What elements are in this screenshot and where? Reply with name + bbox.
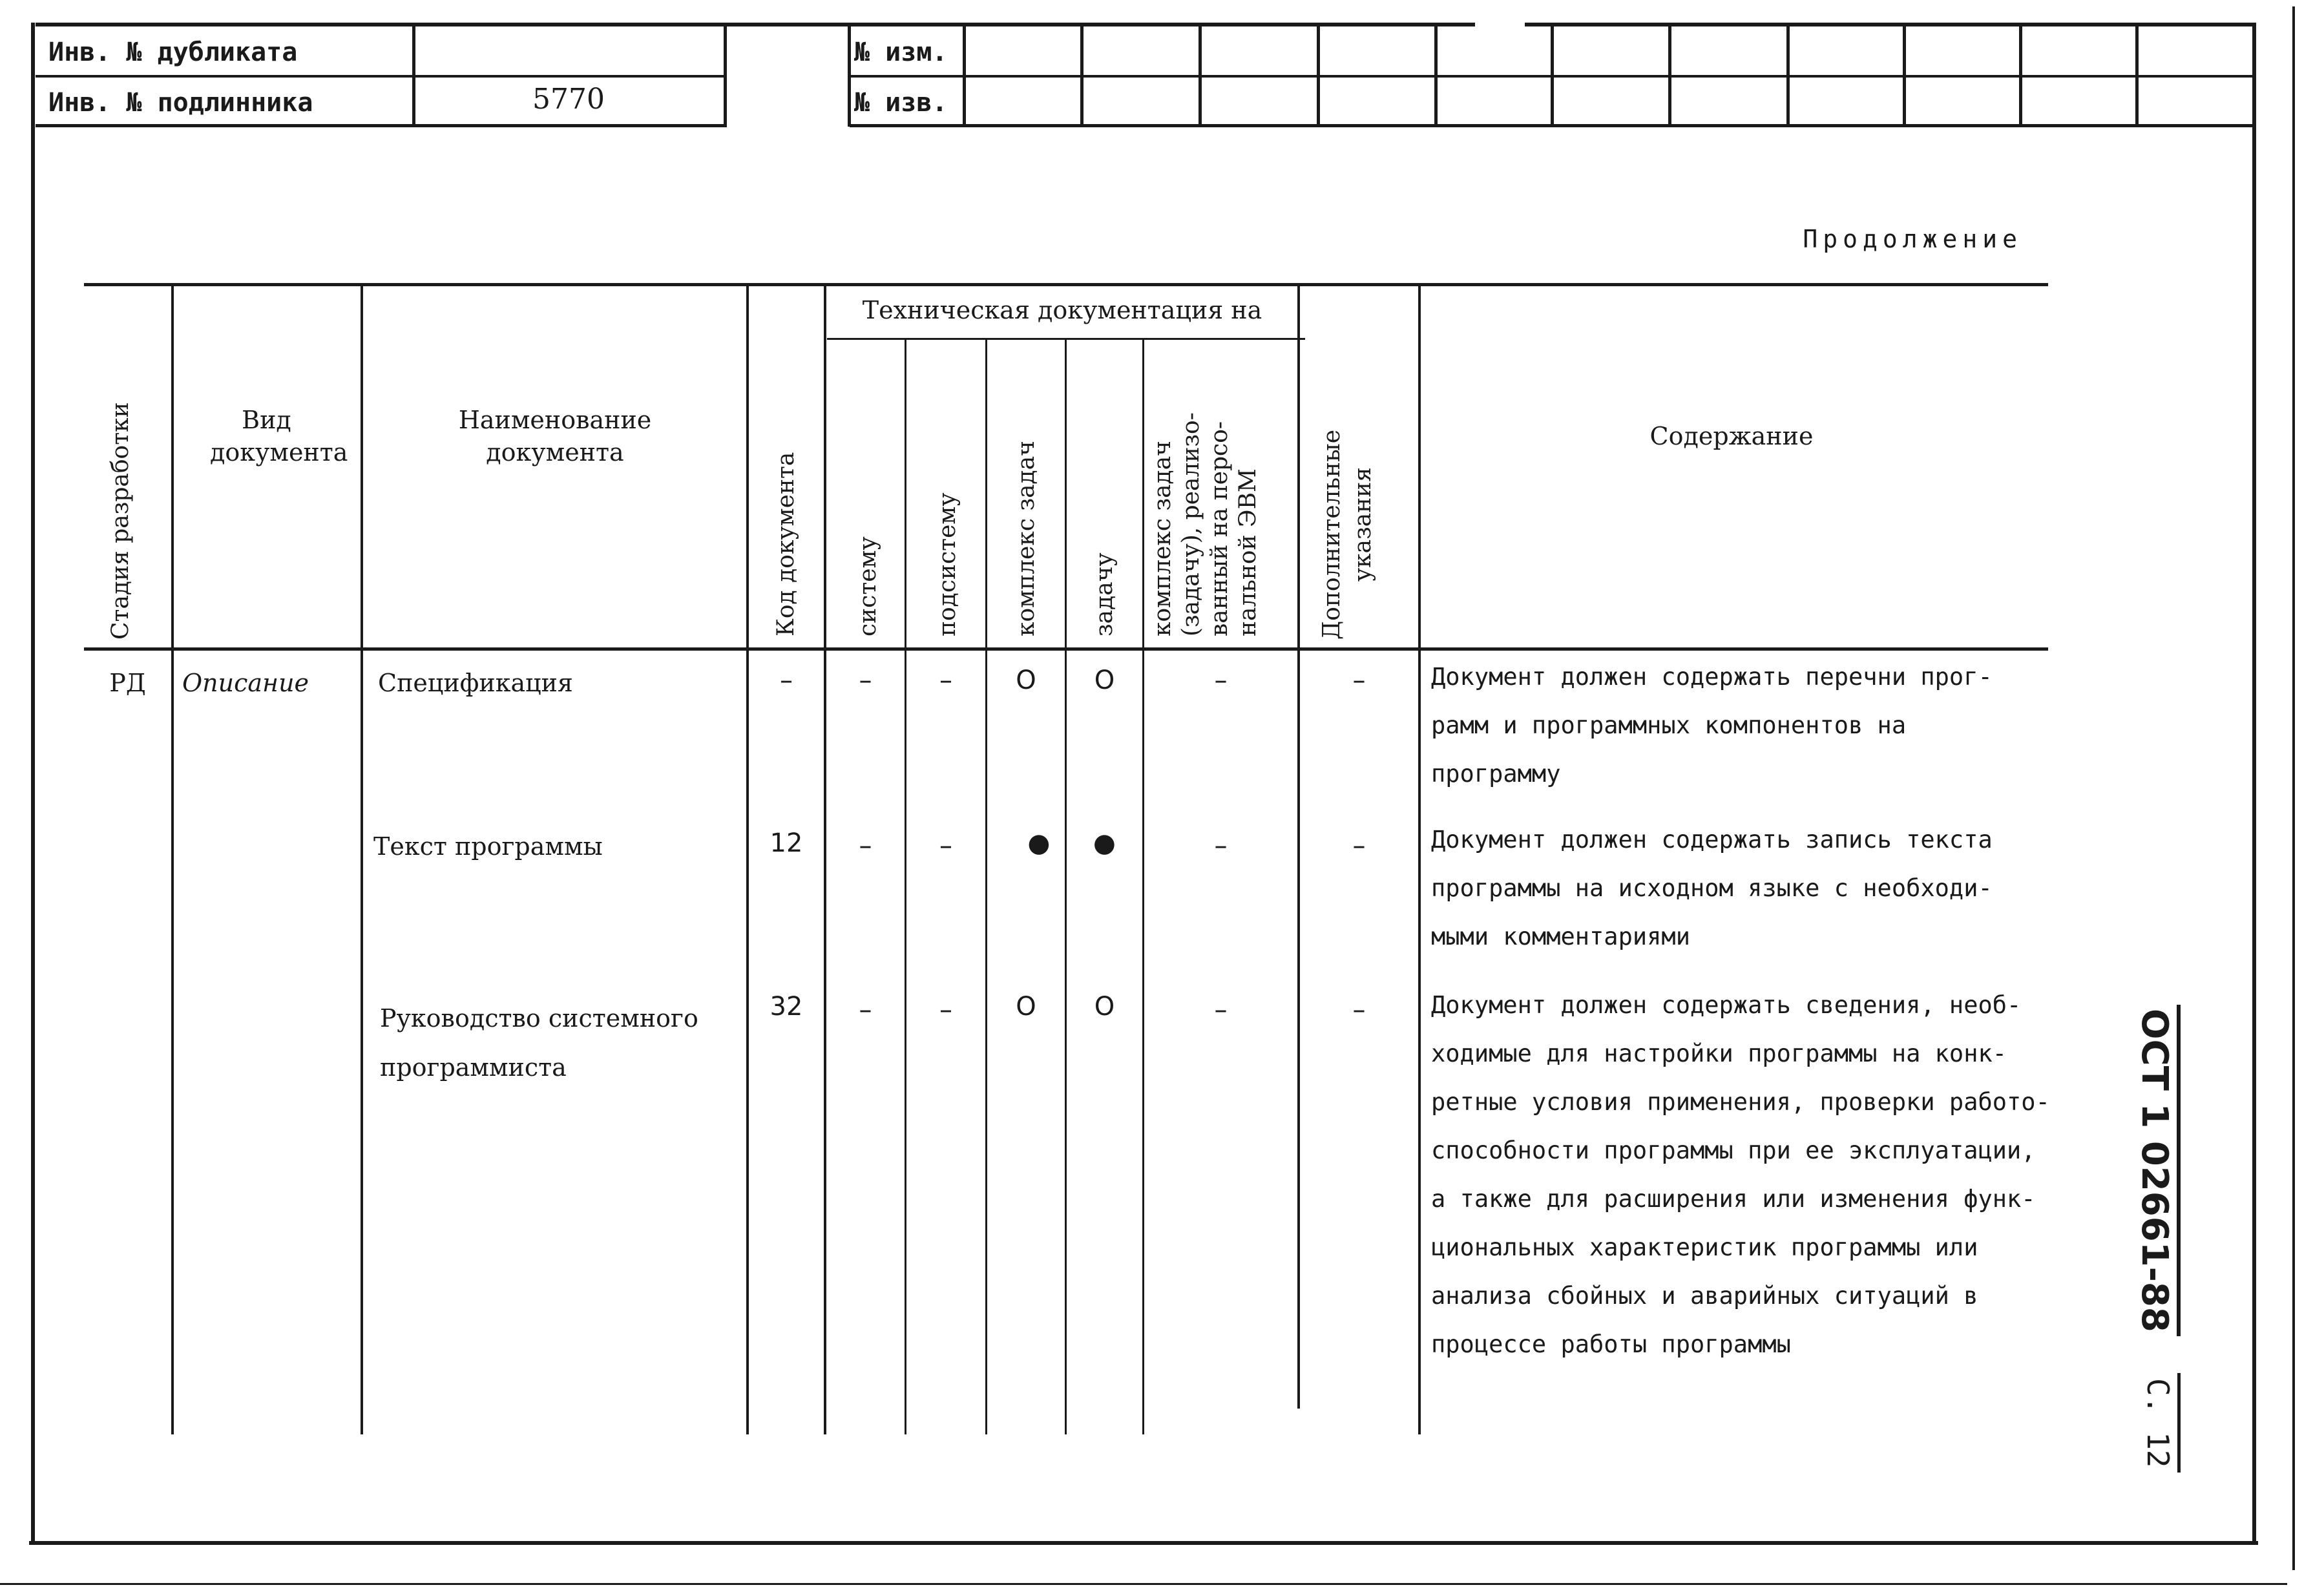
row3-name-line: Руководство системного [380, 1004, 698, 1033]
header-stage: Стадия разработки [107, 402, 134, 640]
row1-content-line: рамм и программных компонентов на [1431, 711, 1907, 739]
header-task-complex: комплекс задач [1013, 441, 1040, 636]
dup-label: Инв. № дубликата [48, 37, 298, 67]
row3-name [380, 994, 698, 1092]
header-pc-3: ванный на персо- [1206, 421, 1233, 636]
header-extra-2: указания [1350, 467, 1376, 582]
stamp-right-div7 [1786, 25, 1790, 127]
stamp-right-div10 [2135, 25, 2139, 127]
row3-extra: – [1352, 995, 1366, 1025]
row1-task-complex: О [1016, 666, 1036, 695]
col-sep-2 [361, 284, 363, 1434]
row1-system: – [859, 666, 872, 695]
row1-code: – [780, 666, 793, 695]
stamp-right-div2 [1199, 25, 1202, 127]
stamp-right-div0 [963, 25, 966, 127]
frame-right [2252, 23, 2256, 1544]
row2-content-line: мыми комментариями [1431, 923, 1690, 950]
side-standard: ОСТ 1 02661-88 [2131, 1005, 2181, 1336]
row3-task: О [1094, 992, 1115, 1022]
side-page: С. 12 [2139, 1373, 2181, 1473]
row1-pc: – [1214, 666, 1228, 695]
stamp-right-div8 [1903, 25, 1906, 127]
row1-content-line: Документ должен содержать перечни прог- [1431, 663, 1993, 691]
stamp-right-div1 [1080, 25, 1083, 127]
col-sep-8 [1142, 339, 1144, 1434]
row3-content-line: Документ должен содержать сведения, необ- [1431, 991, 2022, 1019]
stamp-right-div4 [1434, 25, 1438, 127]
header-pc-2: (задачу), реализо- [1178, 412, 1204, 636]
row3-pc: – [1214, 995, 1228, 1025]
row2-content-line: Документ должен содержать запись текста [1431, 826, 1993, 854]
row3-system: – [859, 995, 872, 1025]
col-sep-3 [746, 284, 749, 1434]
row-doc-type: Описание [182, 669, 309, 697]
row2-name: Текст программы [373, 832, 603, 861]
header-task: задачу [1091, 552, 1118, 636]
page-edge-right [2292, 6, 2295, 1570]
row3-subsystem: – [939, 995, 952, 1025]
header-doc-type-text: Вид документа [210, 406, 348, 467]
stamp-right-div3 [1317, 25, 1320, 127]
row3-content-line: процессе работы программы [1431, 1330, 1791, 1358]
stamp-left-end [724, 25, 727, 127]
row2-task: ● [1093, 828, 1116, 858]
notice-label: № изв. [854, 88, 948, 118]
frame-top [36, 23, 1475, 26]
row3-content-line: ретные условия применения, проверки работо- [1431, 1088, 2050, 1116]
row3-content-line: способности программы при ее эксплуатации, [1431, 1137, 2036, 1164]
stamp-left-bottom [36, 124, 727, 127]
row3-content-line: а также для расширения или изменения функ- [1431, 1185, 2036, 1213]
row2-task-complex: ● [1027, 828, 1051, 858]
row-stage: РД [109, 669, 146, 697]
frame-top-right [1525, 23, 2255, 26]
stamp-right-div9 [2019, 25, 2022, 127]
continuation-label: Продолжение [1803, 225, 2022, 253]
frame-bottom [29, 1541, 2258, 1545]
row2-pc: – [1214, 831, 1228, 861]
col-sep-1 [171, 284, 174, 1434]
header-subsystem: подсистему [934, 492, 961, 636]
row2-system: – [859, 831, 872, 861]
col-sep-10 [1418, 284, 1421, 1434]
row1-content [1431, 653, 2077, 798]
row2-extra: – [1352, 831, 1366, 861]
row1-subsystem: – [939, 666, 952, 695]
stamp-right-div5 [1551, 25, 1554, 127]
row2-content [1431, 815, 2077, 961]
row2-content-line: программы на исходном языке с необходи- [1431, 874, 1993, 902]
col-sep-5 [905, 339, 906, 1434]
row3-task-complex: О [1016, 992, 1036, 1022]
orig-label: Инв. № подлинника [48, 88, 313, 118]
row3-name-line: программиста [380, 1053, 567, 1082]
table-top [84, 283, 2048, 286]
row3-content-line: циональных характеристик программы или [1431, 1233, 1978, 1261]
row1-extra: – [1352, 666, 1366, 695]
page-edge-bottom [0, 1583, 2287, 1585]
row2-code: 12 [769, 828, 803, 858]
stamp-right-div6 [1668, 25, 1671, 127]
orig-value: 5770 [532, 83, 605, 116]
row3-content [1431, 981, 2084, 1369]
header-pc-1: комплекс задач [1149, 441, 1176, 636]
stamp-right-start [848, 25, 851, 127]
stamp-left-sep [36, 75, 727, 78]
header-doc-name [365, 404, 745, 468]
row2-subsystem: – [939, 831, 952, 861]
row1-name: Спецификация [378, 669, 573, 697]
header-content: Содержание [1649, 422, 1814, 450]
header-extra-1: Дополнительные [1319, 429, 1345, 640]
col-sep-6 [985, 339, 987, 1434]
row3-content-line: анализа сбойных и аварийных ситуаций в [1431, 1282, 1978, 1310]
header-system: систему [855, 536, 881, 636]
col-sep-7 [1065, 339, 1067, 1434]
header-tech-doc: Техническая документация на [862, 296, 1262, 324]
row1-task: О [1094, 666, 1115, 695]
change-label: № изм. [854, 37, 948, 67]
header-pc-4: нальной ЭВМ [1235, 468, 1261, 636]
header-doc-type [174, 404, 359, 468]
row3-content-line: ходимые для настройки программы на конк- [1431, 1040, 2007, 1067]
header-doc-name-text: Наименование документа [458, 406, 652, 467]
row1-content-line: программу [1431, 760, 1561, 788]
header-doc-code: Код документа [773, 452, 799, 636]
stamp-left-div [412, 25, 415, 127]
row3-code: 32 [769, 992, 803, 1022]
frame-left [31, 23, 35, 1544]
